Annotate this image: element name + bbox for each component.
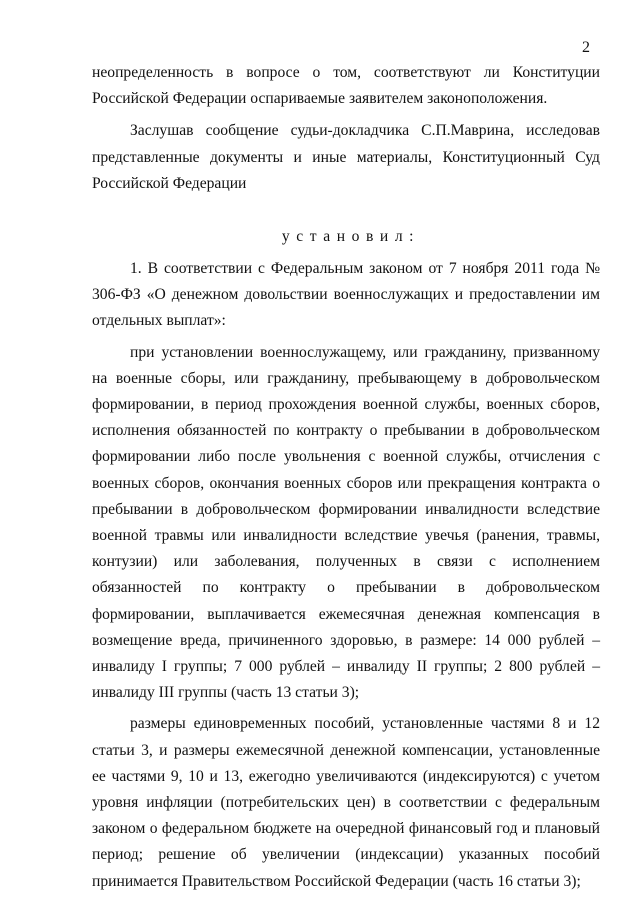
paragraph-continuation: неопределенность в вопросе о том, соответствуют ли Конституции Российской Федерации оспариваемые заявителем законоположения. — [92, 64, 600, 108]
document-body — [92, 60, 600, 895]
paragraph-federal-law: 1. В соответствии с Федеральным законом от 7 ноября 2011 года № 306-ФЗ «О денежном довольствии военнослужащих и предоставлении им отдельных выплат»: — [92, 260, 600, 330]
paragraph-indexation: размеры единовременных пособий, установленные частями 8 и 12 статьи 3, и размеры ежемесячной денежной компенсации, установленные ее частями 9, 10 и 13, ежегодно увеличиваются (индексируются) с учетом уровня инфляции (потребительских цен) в соответствии с федеральным законом о федеральном бюджете на очередной финансовый год и плановый период; решение об увеличении (индексации) указанных пособий принимается Правительством Российской Федерации (часть 16 статьи 3); — [92, 715, 600, 890]
paragraph-hearing: Заслушав сообщение судьи-докладчика С.П.Маврина, исследовав представленные документы и иные материалы, Конституционный Суд Российской Федерации — [92, 122, 600, 192]
paragraph-compensation: при установлении военнослужащему, или гражданину, призванному на военные сборы, или гражданину, пребывающему в добровольческом формировании, в период прохождения военной службы, военных сборов, исполнения обязанностей по контракту о пребывании в добровольческом формировании либо после увольнения с военной службы, отчисления с военных сборов, окончания военных сборов или прекращения контракта о пребывании в добровольческом формировании инвалидности вследствие военной травмы или инвалидности вследствие увечья (ранения, травмы, контузии) или заболевания, полученных в связи с исполнением обязанностей по контракту о пребывании в добровольческом формировании, выплачивается ежемесячная денежная компенсация в возмещение вреда, причиненного здоровью, в размере: 14 000 рублей – инвалиду I группы; 7 000 рублей – инвалиду II группы; 2 800 рублей – инвалиду III группы (часть 13 статьи 3); — [92, 343, 600, 702]
section-heading-ustanovil: установил: — [281, 228, 421, 246]
page-number: 2 — [582, 39, 590, 56]
